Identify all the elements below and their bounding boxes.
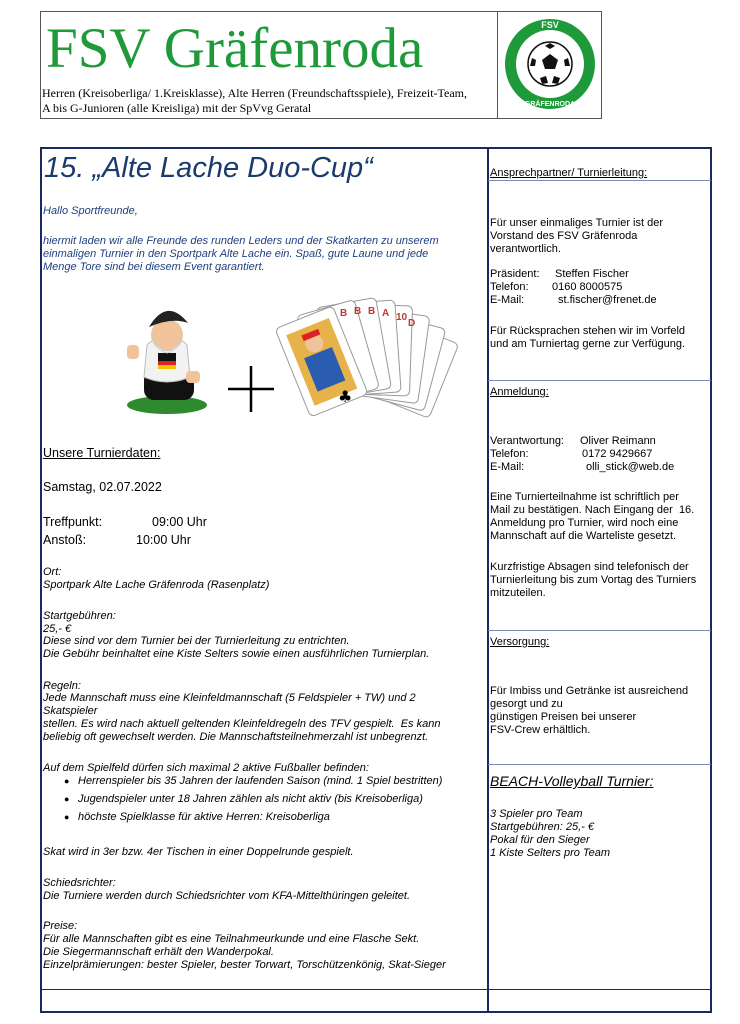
svg-text:GRÄFENRODA: GRÄFENRODA: [524, 101, 576, 108]
bullet-item: höchste Spielklasse für aktive Herren: Kreisoberliga: [78, 811, 330, 823]
tournament-date: Samstag, 02.07.2022: [43, 480, 162, 494]
catering-note: FSV-Crew erhältlich.: [490, 724, 591, 736]
registration-note: Mail zu bestätigen. Nach Eingang der 16.: [490, 504, 695, 516]
meet-time: 09:00 Uhr: [152, 515, 207, 529]
beach-line: Startgebühren: 25,- €: [490, 821, 594, 833]
rules-line: beliebig oft gewechselt werden. Die Mannschaftsteilnehmerzahl ist unbegrenzt.: [43, 731, 429, 743]
bullet-dot: ●: [64, 776, 70, 786]
kickoff-time: 10:00 Uhr: [136, 533, 191, 547]
referee-label: Schiedsrichter:: [43, 877, 116, 889]
playing-cards-icon: [276, 290, 466, 420]
bullet-item: Jugendspieler unter 18 Jahren zählen als nicht aktiv (bis Kreisoberliga): [78, 793, 423, 805]
intro-line: hiermit laden wir alle Freunde des runden Leders und der Skatkarten zu unserem: [43, 235, 439, 247]
cancel-note: Kurzfristige Absagen sind telefonisch der: [490, 561, 689, 573]
resp-label: Verantwortung:: [490, 435, 564, 447]
svg-text:♣: ♣: [338, 387, 353, 406]
club-subtitle-line2: A bis G-Junioren (alle Kreisliga) mit der SpVvg Geratal: [42, 101, 312, 115]
fee-label: Startgebühren:: [43, 610, 116, 622]
rules-line: Jede Mannschaft muss eine Kleinfeldmannschaft (5 Feldspieler + TW) und 2: [43, 692, 416, 704]
frame-top: [40, 147, 712, 149]
svg-text:FSV: FSV: [541, 20, 559, 30]
beach-heading: BEACH-Volleyball Turnier:: [490, 773, 654, 789]
bullet-item: Herrenspieler bis 35 Jahren der laufenden Saison (mind. 1 Spiel bestritten): [78, 775, 443, 787]
intro-line: Menge Tore sind bei diesem Event garantiert.: [43, 261, 265, 273]
resp-name: Oliver Reimann: [580, 435, 656, 447]
president-label: Präsident:: [490, 268, 540, 280]
kickoff-label: Anstoß:: [43, 533, 87, 547]
cancel-note: mitzuteilen.: [490, 587, 546, 599]
contact-note: und am Turniertag gerne zur Verfügung.: [490, 338, 686, 350]
svg-text:10: 10: [396, 312, 408, 323]
club-logo-icon: [504, 18, 596, 110]
rules-line: stellen. Es wird nach aktuell geltenden Kleinfeldregeln des TFV gespielt. Es kann: [43, 718, 441, 730]
catering-note: günstigen Preisen bei unserer: [490, 711, 637, 723]
header-divider: [497, 11, 498, 119]
tournament-heading: Unsere Turnierdaten:: [43, 446, 161, 460]
frame-left: [40, 147, 42, 1013]
phone-label: Telefon:: [490, 281, 529, 293]
cancel-note: Turnierleitung bis zum Vortag des Turniers: [490, 574, 697, 586]
prizes-line: Die Siegermannschaft erhält den Wanderpokal.: [43, 946, 274, 958]
frame-middle: [487, 147, 489, 1013]
skat-line: Skat wird in 3er bzw. 4er Tischen in einer Doppelrunde gespielt.: [43, 846, 354, 858]
email-label: E-Mail:: [490, 294, 525, 306]
location: Sportpark Alte Lache Gräfenroda (Rasenplatz): [43, 579, 270, 591]
event-title: 15. „Alte Lache Duo-Cup“: [44, 152, 373, 184]
contact-heading: Ansprechpartner/ Turnierleitung:: [490, 167, 648, 179]
frame-footer-line: [40, 989, 712, 990]
contact-note: Für Rücksprachen stehen wir im Vorfeld: [490, 325, 686, 337]
svg-text:B: B: [340, 308, 348, 319]
location-label: Ort:: [43, 566, 62, 578]
bullet-dot: ●: [64, 794, 70, 804]
sidebar-rule: [488, 380, 711, 381]
registration-note: Eine Turnierteilnahme ist schriftlich per: [490, 491, 679, 503]
svg-text:D: D: [408, 318, 416, 329]
sidebar-rule: [488, 764, 711, 765]
contact-intro: Für unser einmaliges Turnier ist der: [490, 217, 664, 229]
prizes-line: Einzelprämierungen: bester Spieler, bester Torwart, Torschützenkönig, Skat-Sieger: [43, 959, 446, 971]
meet-label: Treffpunkt:: [43, 515, 103, 529]
phone-label: Telefon:: [490, 448, 529, 460]
gnome-figure-icon: [122, 295, 212, 417]
sidebar-rule: [488, 630, 711, 631]
frame-right: [710, 147, 712, 1013]
prizes-label: Preise:: [43, 920, 78, 932]
club-title: FSV Gräfenroda: [46, 17, 424, 80]
plus-icon: [226, 364, 276, 414]
frame-bottom: [40, 1011, 712, 1013]
svg-text:A: A: [382, 308, 390, 319]
referee-line: Die Turniere werden durch Schiedsrichter vom KFA-Mittelthüringen geleitet.: [43, 890, 411, 902]
bullet-dot: ●: [64, 812, 70, 822]
registration-note: Mannschaft auf die Warteliste gesetzt.: [490, 530, 677, 542]
intro-line: einmaligen Turnier in den Sportpark Alte Lache ein. Spaß, gute Laune und jede: [43, 248, 429, 260]
president-email[interactable]: st.fischer@frenet.de: [558, 294, 657, 306]
svg-text:B: B: [354, 306, 362, 317]
fee-amount: 25,- €: [43, 623, 72, 635]
prizes-line: Für alle Mannschaften gibt es eine Teilnahmeurkunde und eine Flasche Sekt.: [43, 933, 420, 945]
rules-line: Skatspieler: [43, 705, 98, 717]
president-name: Steffen Fischer: [555, 268, 629, 280]
rules-label: Regeln:: [43, 680, 81, 692]
email-label: E-Mail:: [490, 461, 525, 473]
beach-line: Pokal für den Sieger: [490, 834, 590, 846]
catering-note: Für Imbiss und Getränke ist ausreichend: [490, 685, 689, 697]
president-phone: 0160 8000575: [552, 281, 623, 293]
catering-heading: Versorgung:: [490, 636, 550, 648]
fee-line: Die Gebühr beinhaltet eine Kiste Selters sowie einen ausführlichen Turnierplan.: [43, 648, 430, 660]
field-intro: Auf dem Spielfeld dürfen sich maximal 2 aktive Fußballer befinden:: [43, 762, 369, 774]
contact-intro: verantwortlich.: [490, 243, 561, 255]
fee-line: Diese sind vor dem Turnier bei der Turnierleitung zu entrichten.: [43, 635, 350, 647]
resp-email[interactable]: olli_stick@web.de: [586, 461, 675, 473]
sidebar-rule: [488, 180, 711, 181]
beach-line: 3 Spieler pro Team: [490, 808, 583, 820]
registration-heading: Anmeldung:: [490, 386, 549, 398]
catering-note: gesorgt und zu: [490, 698, 563, 710]
greeting: Hallo Sportfreunde,: [43, 205, 138, 217]
resp-phone: 0172 9429667: [582, 448, 653, 460]
registration-note: Anmeldung pro Turnier, wird noch eine: [490, 517, 679, 529]
beach-line: 1 Kiste Selters pro Team: [490, 847, 611, 859]
club-subtitle-line1: Herren (Kreisoberliga/ 1.Kreisklasse), Alte Herren (Freundschaftsspiele), Freizeit-Team,: [42, 86, 467, 100]
contact-intro: Vorstand des FSV Gräfenroda: [490, 230, 638, 242]
svg-text:B: B: [368, 306, 376, 317]
